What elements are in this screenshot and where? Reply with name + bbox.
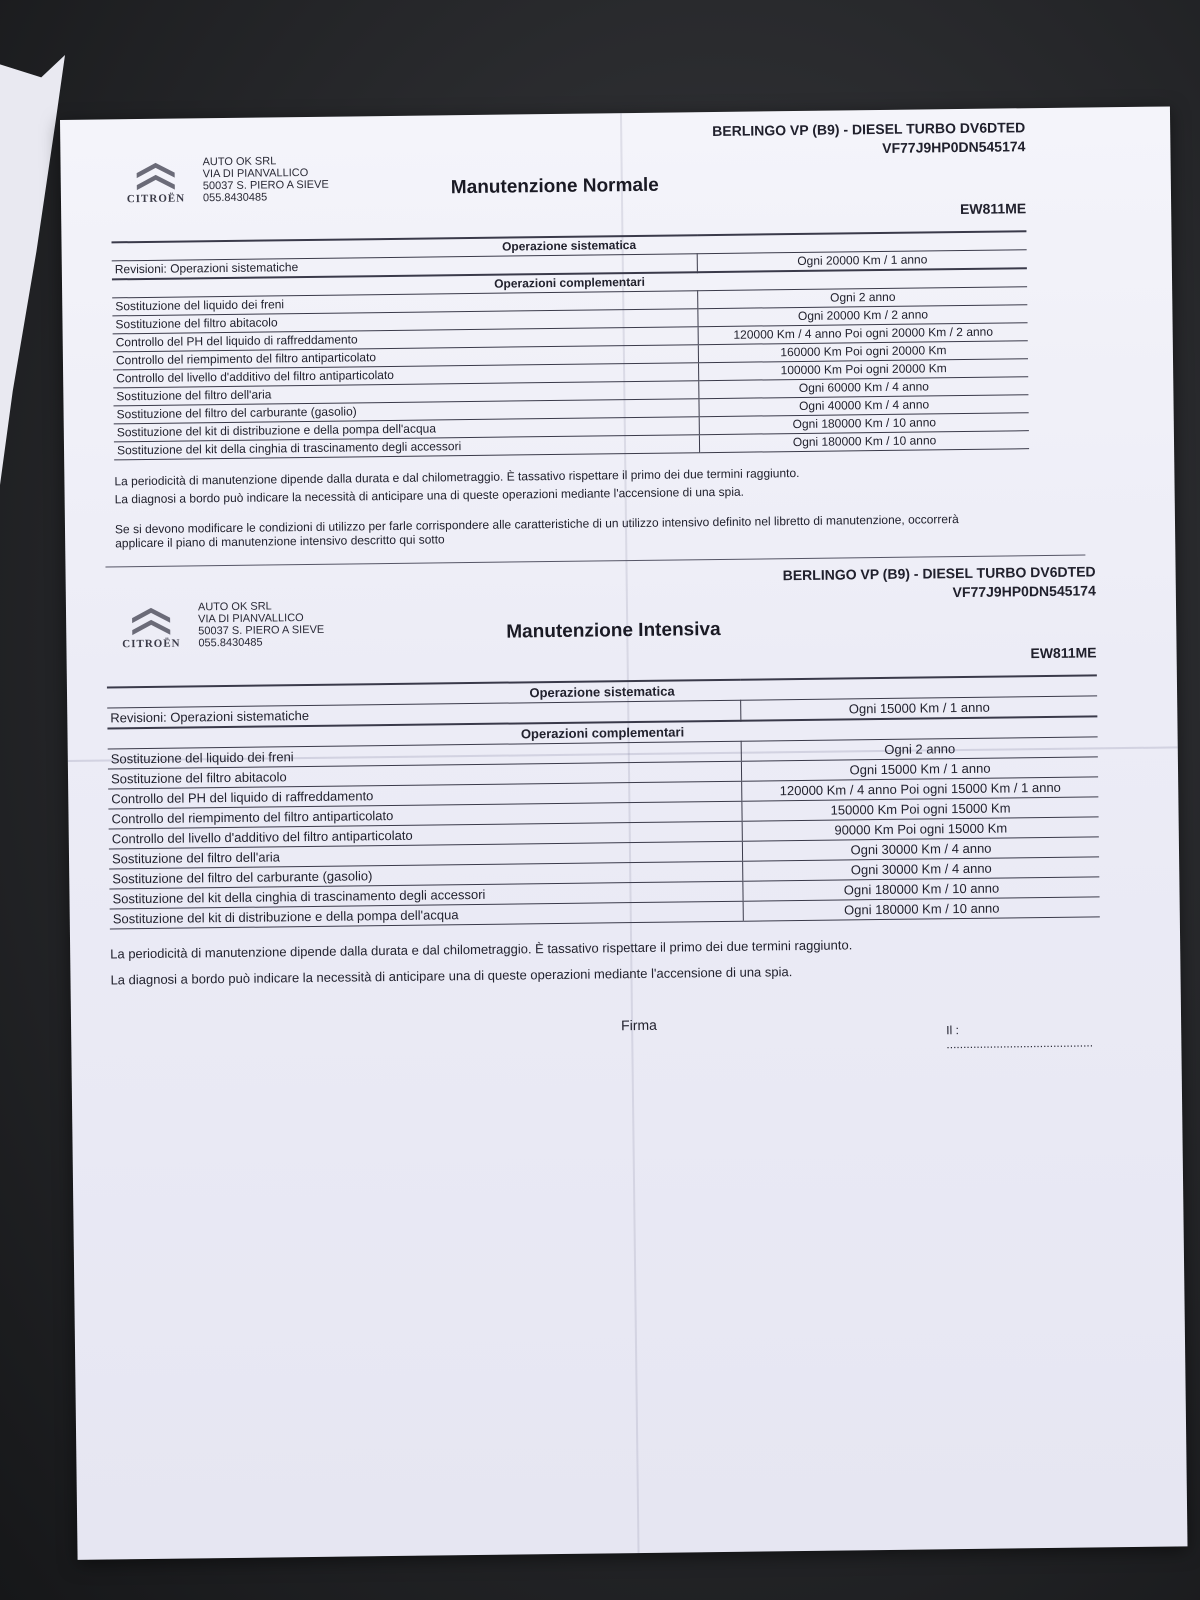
operation-cell: Sostituzione del liquido dei freni (112, 291, 698, 316)
citroen-chevrons-icon (128, 602, 174, 637)
brand-name: CITROËN (126, 192, 186, 206)
interval-cell: 160000 Km Poi ogni 20000 Km (698, 341, 1028, 363)
interval-cell: Ogni 180000 Km / 10 anno (743, 877, 1100, 901)
operation-cell: Sostituzione del filtro abitacolo (108, 761, 742, 789)
group-header-cell: Operazione sistematica (107, 675, 1097, 708)
interval-cell: Ogni 2 anno (698, 287, 1028, 309)
interval-cell: Ogni 180000 Km / 10 anno (699, 413, 1029, 435)
group-header-cell: Operazione sistematica (111, 231, 1026, 261)
vehicle-info (712, 118, 1025, 160)
signature-row (111, 1011, 1101, 1063)
operation-cell: Sostituzione del kit della cinghia di trascinamento degli accessori (114, 435, 700, 460)
operation-cell: Sostituzione del kit di distribuzione e della pompa dell'acqua (110, 901, 744, 929)
interval-cell: 100000 Km Poi ogni 20000 Km (699, 359, 1029, 381)
interval-cell: Ogni 20000 Km / 2 anno (698, 305, 1028, 327)
dealer-address (198, 600, 325, 650)
operation-cell: Sostituzione del filtro dell'aria (109, 841, 743, 869)
dealer-line: 055.8430485 (198, 636, 263, 650)
operation-cell: Sostituzione del filtro dell'aria (113, 381, 699, 406)
intensive-usage-note: Se si devono modificare le condizioni di utilizzo per farle corrispondere alle caratteristiche di un utilizzo intensivo definito nel libretto di manutenzione, occorrerà applicare il piano di manutenzione intensivo descritto qui sotto (114, 512, 959, 551)
note-periodicity: La periodicità di manutenzione dipende dalla durata e dal chilometraggio. È tassativo rispettare il primo dei due termini raggiunto. (114, 465, 800, 489)
citroen-logo (110, 156, 201, 217)
citroen-chevrons-icon (132, 157, 178, 192)
operation-cell: Sostituzione del liquido dei freni (108, 741, 742, 769)
normal-maintenance-table (111, 230, 1029, 460)
operation-cell: Revisioni: Operazioni sistematiche (107, 700, 741, 728)
interval-cell: Ogni 15000 Km / 1 anno (741, 757, 1098, 781)
date-field: Il : ............................................ (946, 1023, 1094, 1052)
operation-cell: Sostituzione del filtro del carburante (gasolio) (109, 861, 743, 889)
operation-cell: Sostituzione del filtro del carburante (gasolio) (113, 399, 699, 424)
interval-cell: 120000 Km / 4 anno Poi ogni 15000 Km / 1 anno (742, 777, 1099, 801)
section-title: Manutenzione Normale (450, 174, 659, 199)
operation-cell: Sostituzione del filtro abitacolo (112, 309, 698, 334)
dealer-line: 50037 S. PIERO A SIEVE (198, 623, 325, 638)
vehicle-info (783, 562, 1096, 604)
vehicle-model: BERLINGO VP (B9) - DIESEL TURBO DV6DTED (712, 119, 1026, 140)
operation-cell: Sostituzione del kit della cinghia di trascinamento degli accessori (109, 881, 743, 909)
dealer-line: VIA DI PIANVALLICO (198, 612, 304, 626)
vehicle-plate: EW811ME (1030, 644, 1097, 662)
vehicle-vin: VF77J9HP0DN545174 (952, 582, 1096, 601)
interval-cell: Ogni 40000 Km / 4 anno (699, 395, 1029, 417)
operation-cell: Revisioni: Operazioni sistematiche (112, 254, 698, 280)
maintenance-notes (110, 929, 1101, 993)
section-header (110, 118, 1026, 229)
interval-cell: Ogni 30000 Km / 4 anno (742, 837, 1099, 861)
interval-cell: Ogni 15000 Km / 1 anno (741, 696, 1098, 721)
interval-cell: Ogni 2 anno (741, 737, 1098, 761)
operation-cell: Controllo del riempimento del filtro antiparticolato (108, 801, 742, 829)
section-title: Manutenzione Intensiva (506, 618, 721, 643)
dealer-line: 055.8430485 (202, 191, 268, 205)
normal-maintenance-section (110, 118, 1030, 567)
interval-cell: Ogni 180000 Km / 10 anno (700, 431, 1030, 453)
vehicle-plate: EW811ME (959, 200, 1027, 218)
group-header-cell: Operazioni complementari (112, 268, 1027, 298)
note-diagnosis: La diagnosi a bordo può indicare la necessità di anticipare una di queste operazioni mediante l'accensione di una spia. (114, 484, 745, 507)
group-header-cell: Operazioni complementari (107, 716, 1097, 749)
interval-cell: Ogni 30000 Km / 4 anno (743, 857, 1100, 881)
interval-cell: 90000 Km Poi ogni 15000 Km (742, 817, 1099, 841)
intensive-maintenance-section (106, 562, 1102, 1063)
note-diagnosis: La diagnosi a bordo può indicare la necessità di anticipare una di queste operazioni mediante l'accensione di una spia. (110, 964, 793, 988)
interval-cell: 150000 Km Poi ogni 15000 Km (742, 797, 1099, 821)
interval-cell: Ogni 20000 Km / 1 anno (697, 250, 1027, 273)
dealer-line: 50037 S. PIERO A SIEVE (202, 178, 329, 193)
note-periodicity: La periodicità di manutenzione dipende dalla durata e dal chilometraggio. È tassativo rispettare il primo dei due termini raggiunto. (110, 937, 853, 962)
operation-cell: Controllo del livello d'additivo del filtro antiparticolato (113, 363, 699, 388)
brand-name: CITROËN (122, 637, 181, 651)
maintenance-sheet (60, 106, 1188, 1559)
operation-cell: Sostituzione del kit di distribuzione e della pompa dell'acqua (114, 417, 700, 442)
operation-cell: Controllo del PH del liquido di raffreddamento (108, 781, 742, 809)
maintenance-notes (114, 461, 1029, 508)
operation-cell: Controllo del PH del liquido di raffreddamento (113, 327, 699, 352)
dealer-line: AUTO OK SRL (197, 600, 272, 614)
operation-cell: Controllo del riempimento del filtro antiparticolato (113, 345, 699, 370)
interval-cell: 120000 Km / 4 anno Poi ogni 20000 Km / 2 anno (698, 323, 1028, 345)
operation-cell: Controllo del livello d'additivo del filtro antiparticolato (109, 821, 743, 849)
dealer-line: AUTO OK SRL (202, 155, 277, 169)
section-header (106, 562, 1097, 674)
dealer-line: VIA DI PIANVALLICO (202, 166, 309, 181)
vehicle-vin: VF77J9HP0DN545174 (882, 138, 1026, 156)
vehicle-model: BERLINGO VP (B9) - DIESEL TURBO DV6DTED (782, 563, 1096, 584)
citroen-logo (106, 601, 197, 662)
signature-label: Firma (621, 1016, 657, 1034)
intensive-maintenance-table (107, 674, 1100, 929)
interval-cell: Ogni 60000 Km / 4 anno (699, 377, 1029, 399)
interval-cell: Ogni 180000 Km / 10 anno (743, 897, 1100, 921)
dealer-address (202, 155, 329, 205)
